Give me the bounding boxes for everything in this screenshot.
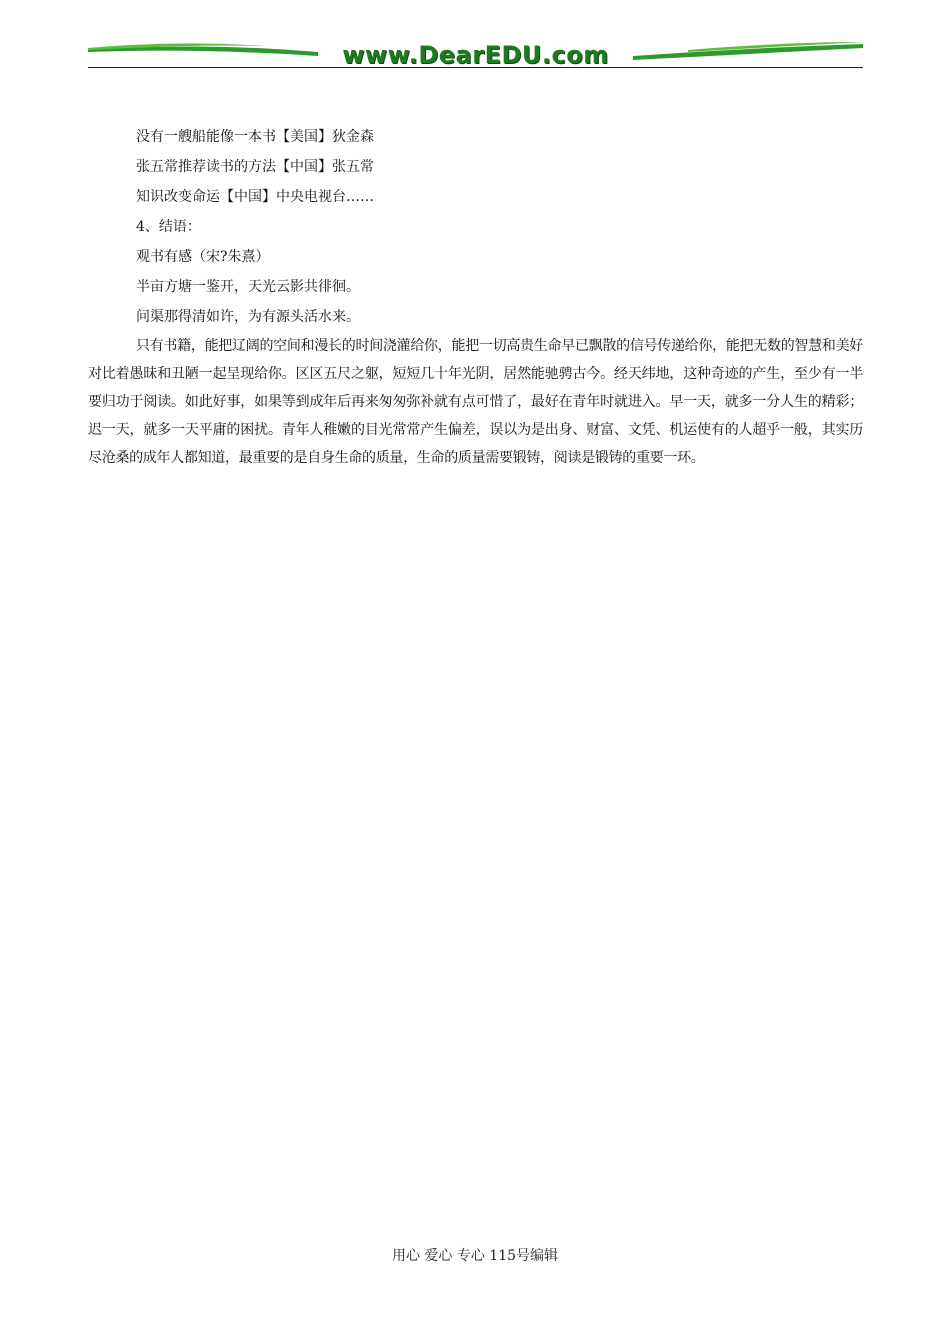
document-body (88, 122, 863, 472)
text-line: 没有一艘船能像一本书【美国】狄金森 (136, 129, 374, 145)
site-logo-text: www.DearEDU.com (342, 41, 609, 69)
text-line: 张五常推荐读书的方法【中国】张五常 (136, 159, 374, 175)
header-divider (88, 67, 863, 68)
page-footer: 用心 爱心 专心 115号编辑 (391, 1248, 559, 1264)
poem-line: 问渠那得清如许，为有源头活水来。 (136, 309, 360, 325)
body-paragraph: 只有书籍，能把辽阔的空间和漫长的时间浇灌给你，能把一切高贵生命早已飘散的信号传递给你，能把无数的智慧和美好对比着愚昧和丑陋一起呈现给你。区区五尺之躯，短短几十年光阴，居然能驰骋古今。经天纬地，这种奇迹的产生，至少有一半要归功于阅读。如此好事，如果等到成年后再来匆匆弥补就有点可惜了，最好在青年时就进入。早一天，就多一分人生的精彩；迟一天，就多一天平庸的困扰。青年人稚嫩的目光常常产生偏差，误以为是出身、财富、文凭、机运使有的人超乎一般，其实历尽沧桑的成年人都知道，最重要的是自身生命的质量，生命的质量需要锻铸，阅读是锻铸的重要一环。 (88, 338, 863, 466)
poem-title: 观书有感（宋?朱熹） (136, 249, 270, 265)
poem-line: 半亩方塘一鉴开，天光云影共徘徊。 (136, 279, 360, 295)
page-header (88, 38, 863, 70)
text-line: 知识改变命运【中国】中央电视台…… (136, 189, 374, 205)
text-line: 4、结语： (136, 219, 201, 235)
